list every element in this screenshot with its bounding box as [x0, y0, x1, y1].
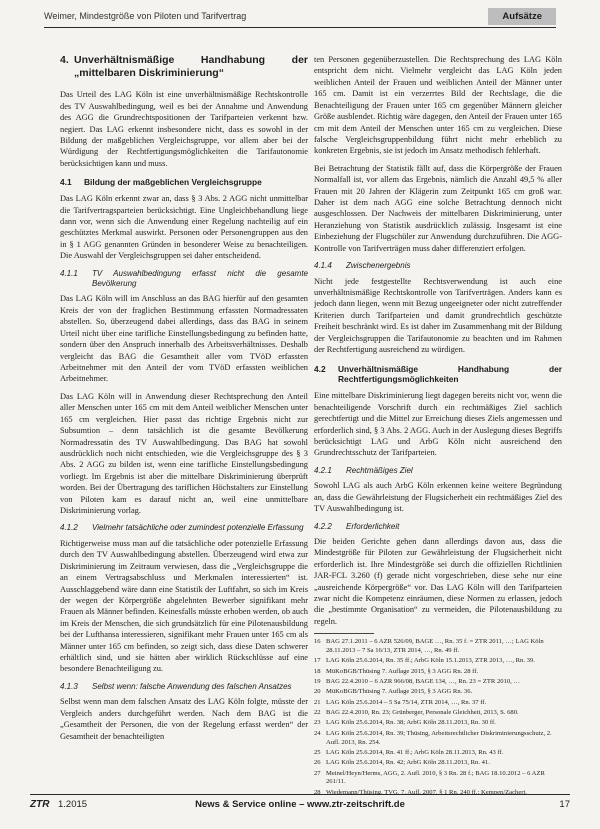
footnote	[314, 749, 562, 758]
footnote	[314, 730, 562, 748]
heading-number: 4.2.2	[314, 521, 332, 531]
footnote-text: LAG Köln 25.6.2014, Rn. 42; ArbG Köln 28.11.2013, Rn. 41.	[326, 759, 490, 767]
running-title: Weimer, Mindestgröße von Piloten und Tarifvertrag	[44, 11, 247, 21]
footnote-text: MüKoBGB/Thüsing 7. Auflage 2015, § 3 AGG Rn. 36.	[326, 688, 473, 696]
paragraph: Eine mittelbare Diskriminierung liegt dagegen bereits nicht vor, wenn die benachteiligende Vorschrift durch ein rechtmäßiges Ziel sachlich gerechtfertigt und die Mittel zur Erreichung dieses Ziels angemessen und erforderlich sind, § 3 Abs. 2 AGG. Auch in der Auslegung dieses Begriffs berücksichtigt LAG und ArbG Köln nicht ausreichend den Grundrechtsschutz der Tarifparteien.	[314, 391, 562, 458]
heading-number: 4.1.4	[314, 261, 332, 271]
footnote	[314, 759, 562, 768]
heading-number: 4.1	[60, 177, 72, 188]
footnote	[314, 638, 562, 656]
paragraph: Das LAG Köln will in Anwendung dieser Rechtsprechung den Anteil aller Menschen unter 165 cm mit dem Anteil weiblicher Menschen unter 165 cm vergleichen. Hier passt das richtige Ergebnis nicht zur Subsumtion – denn tatsächlich ist die gesamte Bevölkerung Normadressatin des TV Auswahlbedingung. Das BAG hat sowohl ausdrücklich noch nicht entschieden, wie die Vergleichsgruppe des § 3 Abs. 2 AGG zu bilden ist, wenn eine tarifliche Einstellungsbedingung vorliegt. Im Ergebnis ist aber die mittelbare Diskriminierung überprüft worden. Bei der Übertragung des tariflichen Höchstalters zur Einstellung von Piloten kam es darauf nicht an, weil eine unmittelbare Diskriminierung vorlag.	[60, 391, 308, 516]
page-number: 17	[559, 799, 570, 810]
footnote-number: 23	[314, 719, 321, 727]
subsection-heading-4-2-2	[314, 522, 562, 532]
footnote-number: 18	[314, 667, 321, 675]
footnote-number: 20	[314, 688, 321, 696]
section-heading-4	[60, 54, 308, 80]
footnote-text: LAG Köln 25.6.2014, Rn. 38; ArbG Köln 28.11.2013, Rn. 30 ff.	[326, 719, 496, 727]
footnote	[314, 678, 562, 687]
footnote-number: 28	[314, 788, 321, 794]
footnote-text: BAG 22.4.2010 – 6 AZR 966/08, BAGE 134, …, Rn. 23 = ZTR 2010, …	[326, 678, 521, 686]
heading-text: Zwischenergebnis	[346, 261, 411, 271]
paragraph: Das LAG Köln erkennt zwar an, dass § 3 Abs. 2 AGG nicht unmittelbar die Tarifvertragsparteien berücksichtigt. Eine Ungleichbehandlung liege dann vor, wenn sich die Anwendung einer Regelung nachteilig auf ein geschütztes Merkmal auswirkt. Personen oder Personengruppen aus den in § 1 AGG genannten Gründen in besonderer Weise zu benachteiligen. Die Auswahl der Vergleichsgruppen sei daher entscheidend.	[60, 194, 308, 261]
footnote-number: 26	[314, 759, 321, 767]
footnote-number: 17	[314, 657, 321, 665]
footnote-text: BAG 22.4.2010, Rn. 23; Grünberger, Personale Gleichheit, 2013, S. 680.	[326, 709, 519, 717]
footnote-number: 25	[314, 748, 321, 756]
footnote	[314, 688, 562, 697]
heading-number: 4.	[60, 54, 69, 66]
heading-number: 4.2	[314, 363, 326, 374]
heading-text: Unverhältnismäßige Handhabung der „mittelbaren Diskriminierung“	[74, 54, 308, 80]
issue-number: 1.2015	[58, 799, 88, 810]
paragraph: Bei Betrachtung der Statistik fällt auf, dass die Körpergröße der Frauen Normalfall ist, vor allem das Ergebnis, nämlich die Anzahl 49,5 % aller Frauen mit 20 Jahren der Klägerin zum Zeitpunkt 165 cm groß war. Daher ist dem nach AGG eine solche Betrachtung dennoch nicht ausgeschlossen. Der Nachweis der mittelbaren Diskriminierung, unter Heranziehung von Statistik ausdrücklich zulässig. Insgesamt ist eine Einbeziehung der Flugschüler zur Anwendung durchzuführen. Die AGG-Kontrolle von Tarifverträgen muss daher differenziert erfolgen.	[314, 163, 562, 253]
footnote-number: 21	[314, 698, 321, 706]
section-tag: Aufsätze	[488, 8, 556, 25]
paragraph: Selbst wenn man dem falschen Ansatz des LAG Köln folgte, müsste der Vergleich anders durchgeführt werden. Nach dem BAG ist die „Gesamtheit der Personen, die von der Regelung erfasst werden“ der Gesamtheit der benachteiligten	[60, 697, 308, 741]
subsection-heading-4-1-3	[60, 682, 308, 692]
footnote-number: 24	[314, 729, 321, 737]
footnote-text: Meinel/Heyn/Herms, AGG, 2. Aufl. 2010, § 3 Rn. 28 f.; BAG 18.10.2012 – 6 AZR 261/11.	[326, 769, 545, 786]
heading-text: Bildung der maßgeblichen Vergleichsgruppe	[84, 177, 262, 188]
right-column	[314, 54, 562, 794]
heading-text: Rechtmäßiges Ziel	[346, 465, 413, 475]
footnote	[314, 699, 562, 708]
heading-text: Vielmehr tatsächliche oder zumindest potenzielle Erfassung	[92, 523, 304, 533]
footnote-number: 19	[314, 678, 321, 686]
footnote-text: LAG Köln 25.6.2014, Rn. 35 ff.; ArbG Köln 15.1.2013, ZTR 2013, …, Rn. 39.	[326, 657, 535, 665]
subsection-heading-4-1	[60, 177, 308, 188]
footnote-text: Wiedemann/Thüsing, TVG, 7. Aufl. 2007, § 1 Rn. 240 ff.; Kempen/Zachert,	[326, 788, 527, 794]
footnote-number: 16	[314, 638, 321, 646]
footnote	[314, 719, 562, 728]
paragraph: Das Urteil des LAG Köln ist eine unverhältnismäßige Rechtskontrolle des TV Auswahlbedingung, weil es bei der Annahme und Anwendung des AGG die Grundrechtspositionen der Tarifparteien verkennt bzw. negiert. Das LAG erkennt insbesondere nicht, dass es sowohl in der Bildung der maßgeblichen Vergleichsgruppe, vor allem aber bei der Würdigung der Rechtfertigungsmöglichkeiten die Tarifautonomie berücksichtigen kann und muss.	[60, 90, 308, 168]
heading-text: TV Auswahlbedingung erfasst nicht die gesamte Bevölkerung	[92, 268, 308, 289]
footnote-text: LAG Köln 25.6.2014, Rn. 41 ff.; ArbG Köln 28.11.2013, Rn. 43 ff.	[326, 748, 504, 756]
footnote	[314, 657, 562, 666]
footnote-number: 22	[314, 709, 321, 717]
paragraph: Richtigerweise muss man auf die tatsächliche oder potenzielle Erfassung durch den TV Auswahlbedingung abstellen. Überzeugend wird etwa zur Diskriminierung im Zeitraum verwiesen, dass die „Vergleichsgruppe die an einem Vertragsabschluss und Merkmalen interessierten“ ist. Ausschlaggebend wäre dann eine Statistik der Luftfahrt, so sich im Kreis der wegen der Körpergröße abgelehnten Bewerber signifikant mehr Frauen als Männer befinden. Keinesfalls müsste erhoben werden, ob auch im Kreis der Menschen, die sich grundsätzlich für eine Pilotenausbildung bei der Lufthansa interessieren, signifikant mehr Frauen unter 165 cm als Männer unter 165 cm befinden, so zeigt sich, dass diese Daten schwerer erhältlich sind, und sie hätten aber wirklich Rückschlüsse auf eine besondere Benachteiligung zu.	[60, 538, 308, 674]
page-header	[44, 5, 556, 28]
paragraph: Das LAG Köln will im Anschluss an das BAG hierfür auf den gesamten Kreis der von der fraglichen Bestimmung erfassten Normadressaten abstellen. So, überzeugend dabei allerdings, dass das BAG in seinem Urteil nicht über eine tarifliche Einstellungsbedingung zu befinden hatte, sondern über den Anspruch innerhalb des Arbeitsverhältnisses. Deshalb vergleicht das BAG die Gesamtheit aller vom TVöD erfassten Arbeitnehmer mit den Anteil der vom TVöD erfassten weiblichen Arbeitnehmer.	[60, 294, 308, 384]
page-footer	[30, 794, 570, 811]
subsection-heading-4-1-2	[60, 523, 308, 533]
footnote	[314, 709, 562, 718]
heading-text: Unverhältnismäßige Handhabung der Rechtfertigungsmöglichkeiten	[338, 363, 562, 385]
heading-text: Selbst wenn: falsche Anwendung des falschen Ansatzes	[92, 681, 292, 691]
subsection-heading-4-2	[314, 364, 562, 386]
heading-number: 4.1.2	[60, 523, 78, 533]
footnotes	[314, 638, 562, 794]
paragraph: Sowohl LAG als auch ArbG Köln erkennen keine weitere Begründung an, dass die Gewährleistung der Flugsicherheit ein rechtmäßiges Ziel des TV Auswahlbedingung ist.	[314, 481, 562, 514]
footnote-separator	[314, 633, 374, 634]
paragraph: Nicht jede festgestellte Rechtsverwendung ist auch eine unverhältnismäßige Rechtskontrolle von Tarifverträgen. Anders kann es jedoch dann liegen, wenn mit Bezug ungeeigneter oder nicht zutreffender Kriterien durch Tarifparteien und damit grundrechtlich geschützte Freiheit beschränkt wird. Es ist daher im Zusammenhang mit der Bildung der Vergleichsgruppen die Tarifautonomie zu beachten und im Rahmen der Rechtfertigung ausreichend zu würdigen.	[314, 276, 562, 355]
footnote-text: BAG 27.1.2011 – 6 AZR 526/09, BAGE …, Rn. 35 f. = ZTR 2011, …; LAG Köln 28.11.2013 – 7 Sa 16/13, ZTR 2014, …, Rn. 49 ff.	[326, 638, 544, 655]
footer-website: News & Service online – www.ztr-zeitschrift.de	[195, 799, 405, 810]
footnote	[314, 668, 562, 677]
paragraph: Die beiden Gerichte gehen dann allerdings davon aus, dass die Mindestgröße für Piloten zur Gewährleistung der Flugsicherheit nicht erforderlich ist. Ihre Mindestgröße sei durch die offiziellen Richtlinien JAR-FCL 3.260 (f) gerade nicht vorgeschrieben, diese sehe nur eine „ausreichende Körpergröße“ vor. Das LAG Köln will den Tarifparteien zwar nicht die Kompetenz einräumen, diese Normen zu erlassen, jedoch die „bestimmte Organisation“ zu vermeiden, die Pilotenausbildung zu regeln.	[314, 536, 562, 626]
journal-brand: ZTR	[30, 799, 50, 810]
footnote-text: MüKoBGB/Thüsing 7. Auflage 2015, § 3 AGG Rn. 28 ff.	[326, 667, 479, 675]
subsection-heading-4-1-4	[314, 261, 562, 271]
footnote-text: LAG Köln 25.6.2014, Rn. 39; Thüsing, Arbeitsrechtlicher Diskriminierungsschutz, 2. Aufl. 2013, Rn. 254.	[326, 729, 552, 746]
heading-text: Erforderlichkeit	[346, 521, 400, 531]
heading-number: 4.1.1	[60, 268, 78, 278]
subsection-heading-4-1-1	[60, 269, 308, 290]
left-column	[60, 54, 308, 772]
footnote-number: 27	[314, 769, 321, 777]
heading-number: 4.2.1	[314, 465, 332, 475]
paragraph: ten Personen gegenüberzustellen. Die Rechtsprechung des LAG Köln entspricht dem nicht. Vielmehr vergleicht das LAG Köln jeden weiblichen Anteil der Frauen und weiblichen Anteil der Männer unter 165 cm. Damit ist ein verzerrtes Bild der Rechtslage, die die Benachteiligung der Frauen unter 165 cm gegenüber Männern gleicher Größe ausblendet. Richtig wäre dagegen, den Anteil der Frauen unter 165 cm mit dem Anteil der Menschen unter 165 cm zu vergleichen. Diese falsche Vergleichsgruppenbildung führt nicht mehr erheblich zu konkreten Ergebnis, sie ist jedoch im Ansatz methodisch fehlerhaft.	[314, 55, 562, 156]
footnote-text: LAG Köln 25.6.2014 – 5 Sa 75/14, ZTR 2014, …, Rn. 37 ff.	[326, 698, 487, 706]
subsection-heading-4-2-1	[314, 466, 562, 476]
heading-number: 4.1.3	[60, 681, 78, 691]
footnote	[314, 770, 562, 788]
